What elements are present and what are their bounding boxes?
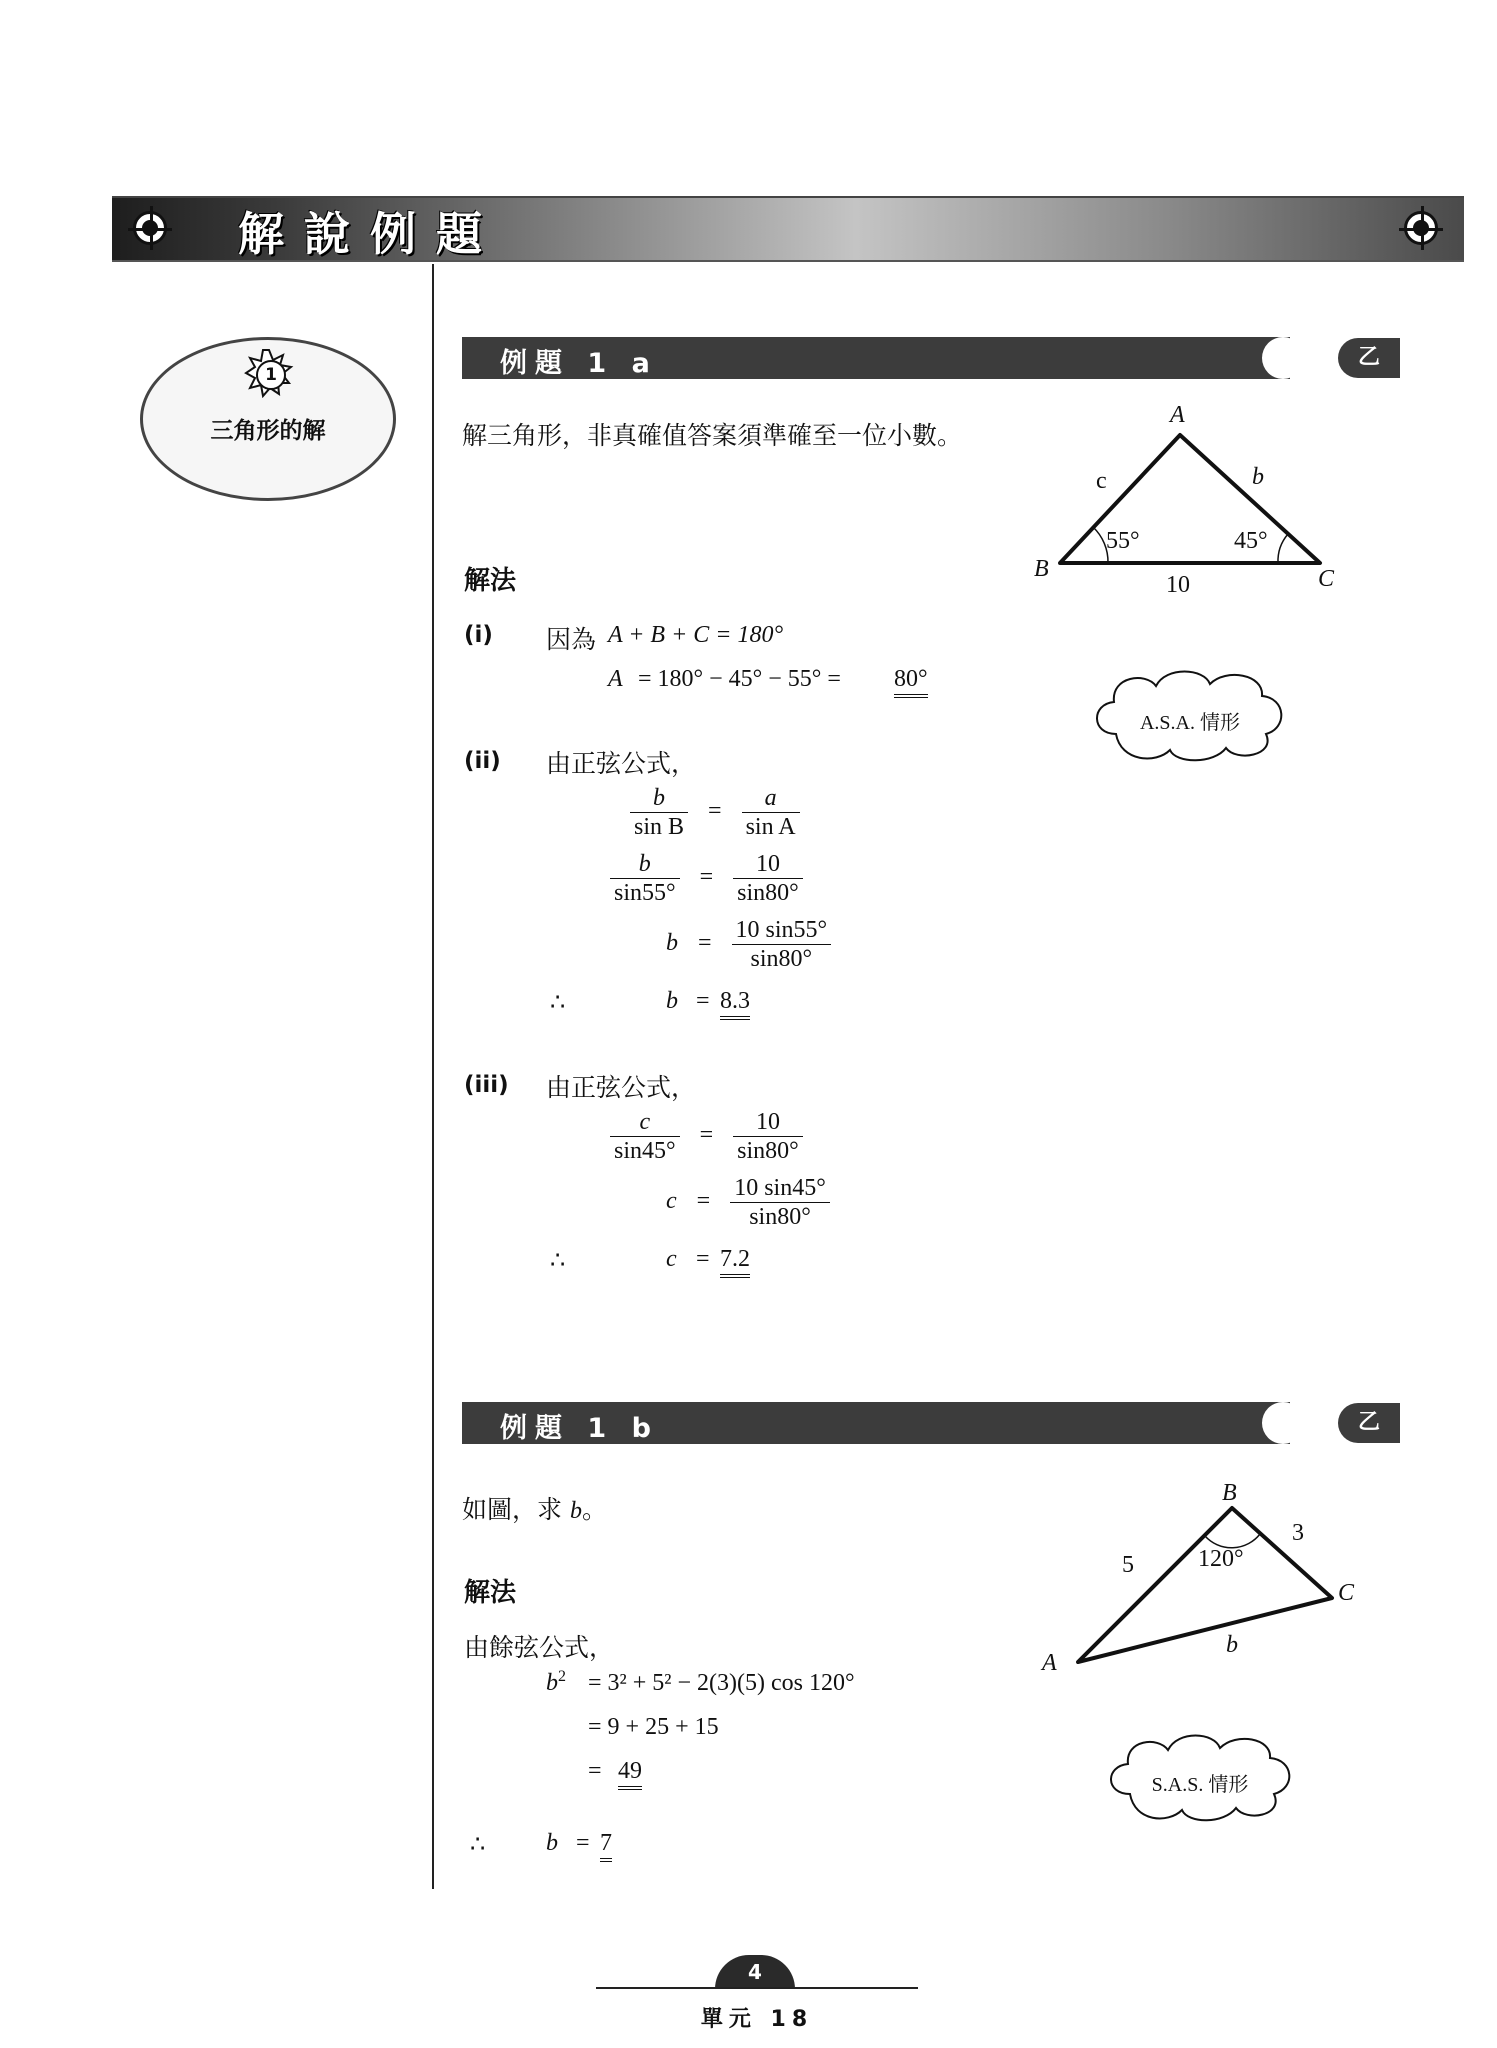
- unit-label: 單元 18: [700, 2007, 814, 2032]
- level-tag: 乙: [1338, 1403, 1400, 1443]
- part-text: 因為: [546, 625, 597, 654]
- example-1b-bar: [462, 1402, 1290, 1444]
- equation-lhs: $b^2$: [546, 1668, 566, 1696]
- equals: =: [696, 988, 710, 1014]
- fraction-row: $\frac{c}{\sin 45^\circ}$ = $\frac{10}{\sin 80^\circ}$: [610, 1108, 803, 1165]
- equation-rhs: = 3² + 5² − 2(3)(5) cos 120°: [588, 1670, 855, 1696]
- side-label: b: [1252, 464, 1264, 490]
- equation-lhs: A: [608, 666, 623, 692]
- example-1a-question: 解三角形，非真確值答案須準確至一位小數。: [462, 421, 963, 450]
- vertex-label: A: [1170, 402, 1185, 428]
- therefore-symbol: ∴: [550, 990, 566, 1016]
- angle-label: 120°: [1198, 1546, 1244, 1572]
- angle-label: 55°: [1106, 528, 1140, 554]
- triangle-figure-1b: [1050, 1486, 1350, 1686]
- vertex-label: B: [1034, 556, 1049, 582]
- equation-rhs: = 9 + 25 + 15: [588, 1714, 719, 1740]
- side-label: 3: [1292, 1520, 1304, 1546]
- column-divider: [432, 264, 434, 1889]
- vertex-label: C: [1338, 1580, 1355, 1606]
- topic-number: 1: [256, 360, 286, 390]
- equals: =: [696, 1246, 710, 1272]
- vertex-label: B: [1222, 1480, 1237, 1506]
- fraction-row: b = $\frac{10 \sin 55^\circ}{\sin 80^\circ}$: [666, 916, 831, 973]
- therefore-symbol: ∴: [550, 1248, 566, 1274]
- answer: 8.3: [720, 988, 750, 1020]
- level-tag: 乙: [1338, 338, 1400, 378]
- result-lhs: b: [546, 1830, 558, 1856]
- solution-heading: 解法: [464, 566, 517, 596]
- answer: 80°: [894, 666, 928, 698]
- equation-rhs: = 180° − 45° − 55° =: [638, 666, 841, 692]
- side-label: c: [1096, 468, 1107, 494]
- solution-text: 由餘弦公式，: [464, 1633, 615, 1662]
- crosshair-icon: [133, 211, 167, 245]
- part-number: (iii): [464, 1072, 509, 1098]
- result-lhs: c: [666, 1246, 677, 1272]
- cloud-note: A.S.A. 情形: [1139, 712, 1240, 734]
- page-title: 解說例題: [238, 207, 502, 261]
- page-number: 4: [715, 1955, 795, 1989]
- equals: =: [576, 1830, 590, 1856]
- intermediate-result: 49: [618, 1758, 642, 1790]
- fraction-row: $\frac{b}{\text{sin B}}$ = $\frac{a}{\text{sin A}}$: [630, 784, 800, 841]
- answer: 7.2: [720, 1246, 750, 1278]
- equation: A + B + C = 180°: [608, 622, 784, 648]
- therefore-symbol: ∴: [470, 1832, 486, 1858]
- vertex-label: A: [1042, 1650, 1057, 1676]
- cloud-note: S.A.S. 情形: [1151, 1774, 1249, 1796]
- example-1a-label: 例題 1 a: [500, 348, 658, 379]
- example-1b-label: 例題 1 b: [500, 1413, 659, 1444]
- fraction-row: c = $\frac{10 \sin 45^\circ}{\sin 80^\circ}$: [666, 1174, 830, 1231]
- solution-heading: 解法: [464, 1578, 517, 1608]
- footer-rule: [596, 1987, 918, 1989]
- example-1a-bar: [462, 337, 1290, 379]
- vertex-label: C: [1318, 566, 1335, 592]
- crosshair-icon: [1404, 211, 1438, 245]
- angle-label: 45°: [1234, 528, 1268, 554]
- example-1b-question: 如圖，求 b。: [462, 1495, 607, 1524]
- fraction-row: $\frac{b}{\sin 55^\circ}$ = $\frac{10}{\sin 80^\circ}$: [610, 850, 803, 907]
- side-label: b: [1226, 1632, 1238, 1658]
- triangle-figure-1a: [1030, 400, 1360, 600]
- part-text: 由正弦公式，: [546, 749, 697, 778]
- part-number: (ii): [464, 748, 501, 774]
- result-lhs: b: [666, 988, 678, 1014]
- part-text: 由正弦公式，: [546, 1073, 697, 1102]
- topic-label: 三角形的解: [210, 418, 326, 444]
- equals: =: [588, 1758, 602, 1784]
- answer: 7: [600, 1830, 612, 1862]
- side-label: 10: [1166, 572, 1190, 598]
- part-number: (i): [464, 622, 493, 648]
- side-label: 5: [1122, 1552, 1134, 1578]
